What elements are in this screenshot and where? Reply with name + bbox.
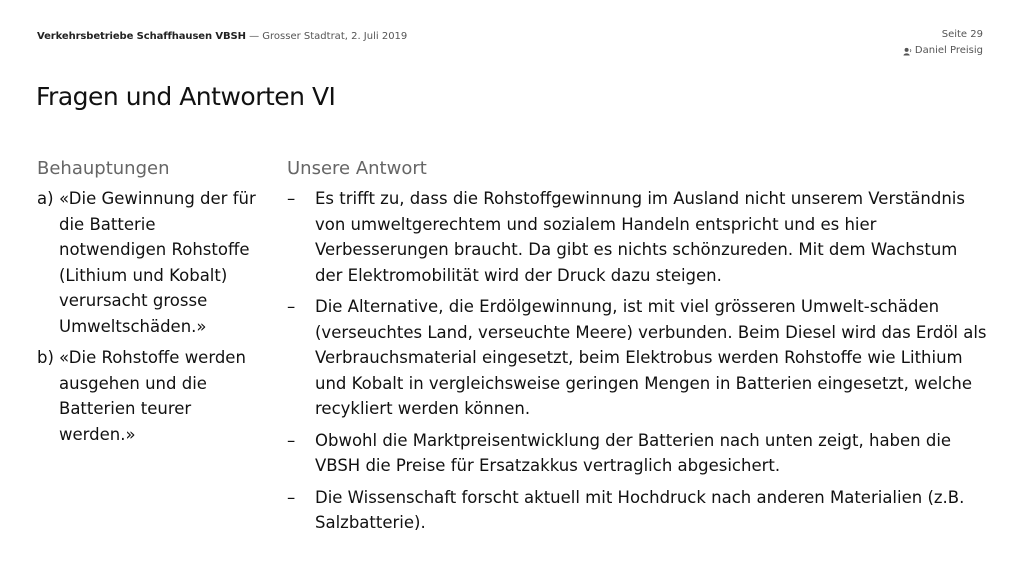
- claim-item: [37, 186, 262, 339]
- bullet-dash: –: [287, 189, 296, 208]
- page-title: Fragen und Antworten VI: [36, 82, 336, 111]
- header-organization: [37, 31, 407, 42]
- claim-item: [37, 345, 262, 447]
- header-meta: [903, 27, 983, 62]
- claims-list: [37, 186, 262, 447]
- organization-name: Verkehrsbetriebe Schaffhausen VBSH: [37, 31, 246, 42]
- claim-text: «Die Gewinnung der für die Batterie notwendigen Rohstoffe (Lithium und Kobalt) verursacht grosse Umweltschäden.»: [59, 189, 256, 336]
- bullet-dash: –: [287, 297, 296, 316]
- answer-text: Die Alternative, die Erdölgewinnung, ist mit viel grösseren Umwelt-schäden (verseuchtes Land, verseuchte Meere) verbunden. Beim Diesel wird das Erdöl als Verbrauchsmaterial eingesetzt, beim Elektrobus werden Rohstoffe wie Lithium und Kobalt in vergleichsweise geringen Mengen in Batterien eingesetzt, welche recykliert werden können.: [315, 297, 987, 418]
- bullet-dash: –: [287, 487, 296, 507]
- page-number: Seite 29: [941, 29, 983, 40]
- answers-list: [287, 186, 987, 536]
- answer-item: [287, 186, 987, 288]
- answer-item: [287, 294, 987, 422]
- answers-column: [287, 157, 987, 542]
- claim-text: «Die Rohstoffe werden ausgehen und die Batterien teurer werden.»: [59, 348, 246, 444]
- answer-text: Die Wissenschaft forscht aktuell mit Hochdruck nach anderen Materialien (z.B. Salzbatterie).: [315, 487, 965, 532]
- answer-item: [287, 485, 987, 536]
- claims-heading: Behauptungen: [37, 158, 170, 179]
- claim-marker: a): [37, 189, 54, 208]
- answer-item: [287, 428, 987, 479]
- author-line: [903, 43, 983, 59]
- answer-text: Obwohl die Marktpreisentwicklung der Batterien nach unten zeigt, haben die VBSH die Preise für Ersatzakkus vertraglich abgesichert.: [315, 430, 952, 475]
- answers-heading: Unsere Antwort: [287, 158, 427, 179]
- speaker-icon: [903, 47, 912, 56]
- bullet-dash: –: [287, 430, 296, 450]
- event-info: — Grosser Stadtrat, 2. Juli 2019: [249, 31, 408, 42]
- author-name: Daniel Preisig: [914, 45, 983, 56]
- claims-column: [37, 157, 262, 453]
- answer-text: Es trifft zu, dass die Rohstoffgewinnung im Ausland nicht unserem Verständnis von umweltgerechtem und sozialem Handeln entspricht und es hier Verbesserungen braucht. Da gibt es nichts schönzureden. Mit dem Wachstum der Elektromobilität wird der Druck dazu steigen.: [315, 189, 965, 285]
- claim-marker: b): [37, 348, 54, 367]
